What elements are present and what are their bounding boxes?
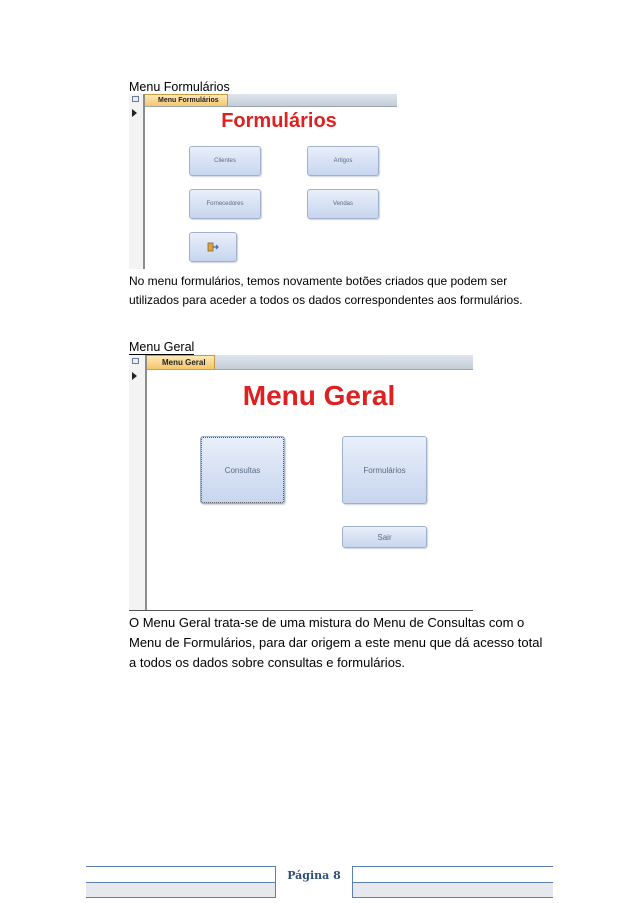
consultas-button[interactable] bbox=[200, 436, 285, 504]
section-heading-menu-geral bbox=[129, 339, 194, 355]
record-selector-bar bbox=[129, 355, 147, 610]
sair-button-label: Sair bbox=[377, 532, 392, 542]
paragraph-line: Menu de Formulários, para dar origem a este menu que dá acesso total bbox=[129, 635, 543, 650]
page-number bbox=[275, 866, 353, 898]
form-icon bbox=[132, 358, 139, 364]
form-title: Menu Geral bbox=[242, 380, 396, 411]
heading-text: Menu Geral bbox=[129, 340, 195, 354]
form-tab[interactable] bbox=[143, 355, 215, 369]
fornecedores-button[interactable] bbox=[189, 189, 261, 219]
form-tab[interactable] bbox=[143, 94, 228, 106]
consultas-button-label: Consultas bbox=[224, 465, 261, 475]
paragraph-menu-geral bbox=[129, 613, 549, 673]
sair-button[interactable] bbox=[342, 526, 427, 548]
paragraph-line: No menu formulários, temos novamente botões criados que podem ser bbox=[129, 274, 508, 288]
vendas-button-label: Vendas bbox=[332, 201, 354, 207]
artigos-button-label: Artigos bbox=[333, 158, 353, 164]
screenshot-menu-geral bbox=[129, 355, 473, 611]
paragraph-line: a todos os dados sobre consultas e formulários. bbox=[129, 655, 406, 670]
clientes-button[interactable] bbox=[189, 146, 261, 176]
vendas-button[interactable] bbox=[307, 189, 379, 219]
formularios-button-label: Formulários bbox=[363, 465, 406, 475]
fornecedores-button-label: Fornecedores bbox=[206, 201, 244, 207]
exit-door-icon bbox=[207, 242, 219, 252]
record-selector-bar bbox=[129, 94, 145, 269]
record-arrow-icon bbox=[132, 109, 137, 117]
screenshot-menu-formularios bbox=[129, 94, 397, 269]
record-arrow-icon bbox=[132, 372, 137, 380]
heading-text: Menu Formulários bbox=[129, 80, 230, 94]
section-heading-menu-formularios bbox=[129, 79, 230, 95]
artigos-button[interactable] bbox=[307, 146, 379, 176]
form-tab-label: Menu Formulários bbox=[158, 97, 219, 104]
form-title: Formulários bbox=[221, 110, 337, 132]
form-icon bbox=[132, 96, 139, 102]
page-number-label: Página 8 bbox=[287, 869, 341, 882]
paragraph-line: O Menu Geral trata-se de uma mistura do Menu de Consultas com o bbox=[129, 615, 525, 630]
paragraph-line: utilizados para aceder a todos os dados correspondentes aos formulários. bbox=[129, 293, 523, 307]
form-tab-label: Menu Geral bbox=[162, 358, 206, 367]
clientes-button-label: Clientes bbox=[214, 158, 236, 164]
exit-button[interactable] bbox=[189, 232, 237, 262]
formularios-button[interactable] bbox=[342, 436, 427, 504]
paragraph-formularios bbox=[129, 272, 549, 310]
